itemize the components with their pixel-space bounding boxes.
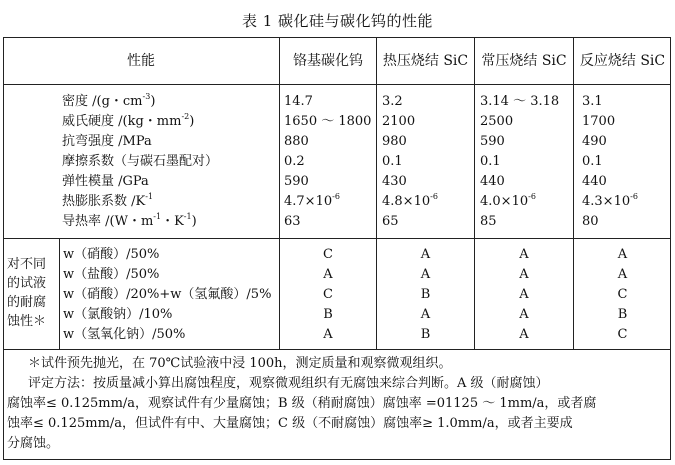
corrosion-grade: A (617, 267, 628, 282)
table-cell: 1650 ～ 1800 (284, 114, 372, 129)
property-label: 威氏硬度 /(kg・$mm^{-2}$) (62, 111, 195, 129)
table-cell: $4.8\times 10^{-6}$ (382, 191, 438, 209)
corrosion-group-label: 的耐腐 (7, 295, 47, 310)
header-material-4: 反应烧结 SiC (579, 53, 666, 69)
corrosion-grade: C (617, 287, 628, 302)
corrosion-solution: w（盐酸）/50% (63, 267, 160, 282)
property-label: 抗弯强度 /MPa (62, 134, 152, 149)
footnote: ＊试件预先抛光，在 70℃试验液中浸 100h，测定质量和观察微观组织。 (28, 356, 452, 371)
table-cell: 3.1 (582, 94, 603, 109)
table-cell: 0.1 (582, 154, 603, 169)
property-label: 热膨胀系数 $/K^{-1}$ (62, 191, 154, 209)
table-cell: 85 (480, 214, 497, 229)
property-label: 密度 /(g・$cm^{-3}$) (62, 91, 156, 109)
corrosion-grade: A (323, 327, 333, 342)
corrosion-grade: A (519, 287, 529, 302)
table-cell: 1700 (582, 114, 616, 129)
corrosion-grade: B (420, 287, 431, 302)
table-cell: 440 (480, 174, 505, 189)
table-cell: 65 (382, 214, 399, 229)
corrosion-grade: A (519, 247, 529, 262)
corrosion-solution: w（硝酸）/20%+w（氢氟酸）/5% (63, 287, 272, 302)
property-label: 摩擦系数（与碳石墨配对） (62, 154, 219, 169)
corrosion-solution: w（氢氧化钠）/50% (63, 327, 186, 342)
table-cell: 3.14 ～ 3.18 (480, 94, 560, 109)
header-material-3: 常压烧结 SiC (481, 53, 567, 69)
table-cell: $4.7\times 10^{-6}$ (284, 191, 340, 209)
table-cell: 0.1 (382, 154, 403, 169)
corrosion-grade: B (420, 327, 431, 342)
table-cell: $4.0\times 10^{-6}$ (480, 191, 536, 209)
table-cell: 0.2 (284, 154, 305, 169)
header-material-2: 热压烧结 SiC (382, 53, 469, 69)
header-rule (3, 84, 671, 85)
corrosion-grade: A (519, 307, 529, 322)
corrosion-grade: A (420, 267, 431, 282)
table-cell: 440 (582, 174, 607, 189)
table-cell: 3.2 (382, 94, 403, 109)
table-cell: $4.3\times 10^{-6}$ (582, 191, 638, 209)
table-cell: 590 (480, 134, 505, 149)
table-title: 表 1 碳化硅与碳化钨的性能 (241, 12, 434, 30)
table-cell: 880 (284, 134, 309, 149)
note-line: 蚀率≤ 0.125mm/a，但试件有中、大量腐蚀；C 级（不耐腐蚀）腐蚀率≥ 1.0mm/a，或者主要成 (7, 416, 573, 431)
header-material-1: 铬基碳化钨 (293, 53, 363, 69)
corrosion-grade: C (323, 247, 333, 262)
corrosion-solution: w（硝酸）/50% (63, 247, 160, 262)
table-cell: 14.7 (284, 94, 313, 109)
corrosion-grade: B (323, 307, 333, 322)
table-cell: 0.1 (480, 154, 501, 169)
header-property: 性能 (127, 53, 155, 69)
note-line: 评定方法：按质量减小算出腐蚀程度，观察微观组织有无腐蚀来综合判断。A 级（耐腐蚀） (28, 376, 549, 391)
corrosion-grade: C (323, 287, 333, 302)
table-cell: 590 (284, 174, 309, 189)
note-line: 腐蚀率≤ 0.125mm/a，观察试件有少量腐蚀；B 级（稍耐腐蚀）腐蚀率 =01125 ～ 1mm/a，或者腐 (7, 396, 597, 411)
corrosion-grade: A (617, 247, 628, 262)
corrosion-grade: B (617, 307, 628, 322)
property-label: 弹性模量 /GPa (62, 174, 149, 189)
table-cell: 63 (284, 214, 301, 229)
corrosion-grade: C (617, 327, 628, 342)
corrosion-group-label: 的试液 (7, 276, 47, 291)
corrosion-solution: w（氯酸钠）/10% (63, 307, 173, 322)
corrosion-group-label: 对不同 (7, 257, 47, 272)
corrosion-grade: A (519, 267, 529, 282)
corrosion-grade: A (420, 307, 431, 322)
table-cell: 2500 (480, 114, 514, 129)
corrosion-grade: A (323, 267, 333, 282)
table-cell: 430 (382, 174, 407, 189)
table-cell: 980 (382, 134, 407, 149)
corrosion-grade: A (420, 247, 431, 262)
property-label: 导热率 /(W・$m^{-1}$・$K^{-1}$) (62, 211, 197, 229)
section-rule (3, 238, 671, 239)
corrosion-group-label: 蚀性＊ (7, 314, 47, 329)
note-line: 分腐蚀。 (7, 436, 60, 451)
table-cell: 80 (582, 214, 599, 229)
notes-rule (3, 349, 671, 350)
table-cell: 490 (582, 134, 607, 149)
column-rule-group (59, 238, 60, 349)
table-cell: 2100 (382, 114, 416, 129)
corrosion-grade: A (519, 327, 529, 342)
